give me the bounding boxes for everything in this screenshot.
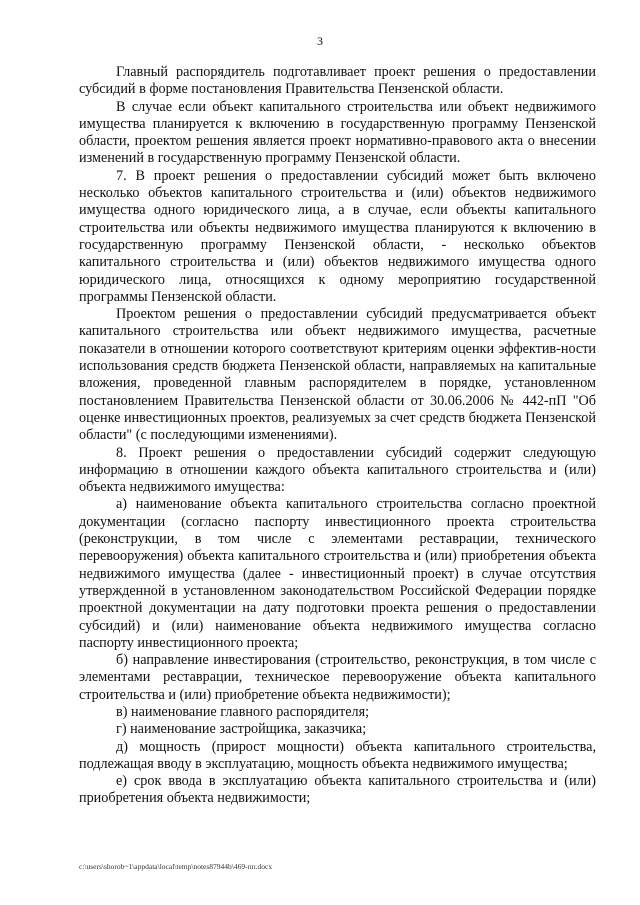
list-item-a: а) наименование объекта капитального строительства согласно проектной документации (согласно паспорту инвестиционного проекта строительства (реконструкции, в том числе с элементами реставрации, технического перевооружения) объекта капитального строительства и (или) приобретения объекта недвижимого имущества (далее - инвестиционный проект) в случае отсутствия утвержденной в установленном законодательством Российской Федерации порядке проектной документации на дату подготовки проекта решения о предоставлении субсидий) и (или) наименование объекта недвижимого имущества согласно паспорту инвестиционного проекта; [79,496,596,651]
list-item-b: б) направление инвестирования (строительство, реконструкция, в том числе с элементами реставрации, техническое перевооружение объекта капитального строительства и (или) приобретение объекта недвижимости); [79,652,596,703]
paragraph-5: 8. Проект решения о предоставлении субсидий содержит следующую информацию в отношении каждого объекта капитального строительства и (или) объекта недвижимого имущества: [79,444,596,496]
paragraph-2: В случае если объект капитального строительства или объект недвижимого имущества планируется к включению в государственную программу Пензенской области, проектом решения является проект нормативно-правового акта о внесении изменений в государственную программу Пензенской области. [79,98,596,167]
list-item-d: д) мощность (прирост мощности) объекта капитального строительства, подлежащая вводу в эксплуатацию, мощность объекта недвижимого имущества; [79,738,596,772]
list-item-e: е) срок ввода в эксплуатацию объекта капитального строительства и (или) приобретения объекта недвижимости; [79,773,596,807]
document-body [79,64,596,808]
file-path-footer: c:\users\shorob~1\appdata\local\temp\notes87944b\469-пп.docx [79,862,273,871]
list-item-g: г) наименование застройщика, заказчика; [116,721,367,738]
paragraph-3: 7. В проект решения о предоставлении субсидий может быть включено несколько объектов капитального строительства и (или) объектов недвижимого имущества одного юридического лица, а в случае, если объекты капитального строительства или объекты недвижимого имущества планируются к включению в государственную программу Пензенской области, - несколько объектов капитального строительства и (или) объектов недвижимого имущества одного юридического лица, относящихся к одному мероприятию государственной программы Пензенской области. [79,167,596,305]
paragraph-1: Главный распорядитель подготавливает проект решения о предоставлении субсидий в форме постановления Правительства Пензенской области. [79,64,596,98]
page-number: 3 [317,34,323,48]
paragraph-4: Проектом решения о предоставлении субсидий предусматривается объект капитального строительства или объект недвижимого имущества, расчетные показатели в отношении которого соответствуют критериям оценки эффектив-ности использования средств бюджета Пензенской области, направляемых на капитальные вложения, проведенной главным распорядителем в порядке, установленном постановлением Правительства Пензенской области от 30.06.2006 № 442-пП "Об оценке инвестиционных проектов, реализуемых за счет средств бюджета Пензенской области" (с последующими изменениями). [79,306,596,444]
list-item-v: в) наименование главного распорядителя; [116,703,370,720]
